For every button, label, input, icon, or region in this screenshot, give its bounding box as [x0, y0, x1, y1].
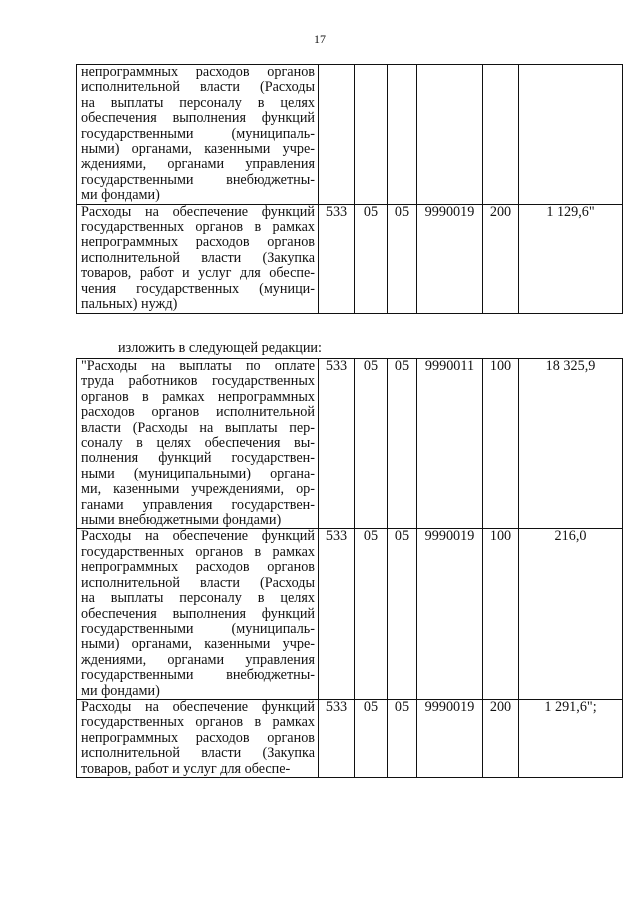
- expense-type-code-cell: [483, 65, 519, 205]
- description-line: исполнительной власти (Закупка: [81, 249, 315, 266]
- expense-type-code-cell: 100: [483, 359, 519, 529]
- description-line: ждениями, органами управления: [81, 651, 315, 668]
- subsection-code-cell: [388, 65, 417, 205]
- description-line: ми, казенными учреждениями, ор-: [81, 481, 315, 498]
- target-item-code-cell: 9990019: [417, 699, 483, 777]
- amount-cell: 1 129,6": [519, 204, 623, 313]
- section-code-cell: 05: [355, 529, 388, 699]
- description-line: государственными (муниципаль-: [81, 125, 315, 142]
- subsection-code-cell: 05: [388, 359, 417, 529]
- description-line: исполнительной власти (Расходы: [81, 79, 315, 96]
- description-line: расходов органов исполнительной: [81, 404, 315, 421]
- expense-description-cell: [77, 529, 319, 699]
- table-body: [77, 65, 623, 314]
- target-item-code-cell: [417, 65, 483, 205]
- description-line: обеспечения выполнения функций: [81, 605, 315, 622]
- table-row: [77, 204, 623, 313]
- description-line: непрограммных расходов органов: [81, 729, 315, 746]
- page-number: 17: [314, 32, 326, 46]
- description-line: государственных органов в рамках: [81, 543, 315, 560]
- table-row: [77, 65, 623, 205]
- description-line: соналу в целях обеспечения вы-: [81, 435, 315, 452]
- description-line: Расходы на обеспечение функций: [81, 528, 315, 545]
- ministry-code-cell: [319, 65, 355, 205]
- expense-type-code-cell: 100: [483, 529, 519, 699]
- expense-description-cell: [77, 699, 319, 777]
- description-line: пальных) нужд): [81, 296, 178, 313]
- description-line: Расходы на обеспечение функций: [81, 203, 315, 220]
- ministry-code-cell: 533: [319, 204, 355, 313]
- description-line: государственными (муниципаль-: [81, 620, 315, 637]
- ministry-code-cell: 533: [319, 699, 355, 777]
- description-line: ганами управления государствен-: [81, 496, 315, 513]
- target-item-code-cell: 9990019: [417, 529, 483, 699]
- table-body: [77, 359, 623, 778]
- amount-cell: 216,0: [519, 529, 623, 699]
- amendment-heading: изложить в следующей редакции:: [118, 340, 322, 356]
- description-line: непрограммных расходов органов: [81, 64, 315, 80]
- section-code-cell: 05: [355, 699, 388, 777]
- section-code-cell: 05: [355, 204, 388, 313]
- description-line: власти (Расходы на выплаты пер-: [81, 419, 315, 436]
- expense-type-code-cell: 200: [483, 699, 519, 777]
- budget-table-bottom: [76, 358, 623, 778]
- ministry-code-cell: 533: [319, 359, 355, 529]
- description-line: обеспечения выполнения функций: [81, 110, 315, 127]
- target-item-code-cell: 9990011: [417, 359, 483, 529]
- amount-cell: 1 291,6";: [519, 699, 623, 777]
- description-line: ными внебюджетными фондами): [81, 512, 282, 529]
- description-line: непрограммных расходов органов: [81, 234, 315, 251]
- description-line: государственными внебюджетны-: [81, 667, 315, 684]
- description-line: государственных органов в рамках: [81, 219, 315, 236]
- description-line: ми фондами): [81, 682, 160, 699]
- description-line: ными) органами, казенными учре-: [81, 141, 315, 158]
- expense-description-cell: [77, 65, 319, 205]
- description-line: исполнительной власти (Закупка: [81, 745, 315, 762]
- description-line: органов в рамках непрограммных: [81, 388, 315, 405]
- table-row: [77, 529, 623, 699]
- description-line: исполнительной власти (Расходы: [81, 574, 315, 591]
- ministry-code-cell: 533: [319, 529, 355, 699]
- expense-description-cell: [77, 359, 319, 529]
- section-code-cell: 05: [355, 359, 388, 529]
- description-line: чения государственных (муници-: [81, 280, 315, 297]
- description-line: ными) органами, казенными учре-: [81, 636, 315, 653]
- description-line: Расходы на обеспечение функций: [81, 698, 315, 715]
- description-line: ми фондами): [81, 187, 160, 204]
- subsection-code-cell: 05: [388, 204, 417, 313]
- description-line: труда работников государственных: [81, 373, 315, 390]
- amount-cell: 18 325,9: [519, 359, 623, 529]
- description-line: ными (муниципальными) органа-: [81, 465, 315, 482]
- table-row: [77, 359, 623, 529]
- amount-cell: [519, 65, 623, 205]
- description-line: "Расходы на выплаты по оплате: [81, 358, 315, 374]
- description-line: государственными внебюджетны-: [81, 171, 315, 188]
- description-line: полнения функций государствен-: [81, 450, 315, 467]
- description-line: на выплаты персоналу в целях: [81, 94, 315, 111]
- description-line: товаров, работ и услуг для обеспе-: [81, 760, 291, 777]
- subsection-code-cell: 05: [388, 699, 417, 777]
- description-line: государственных органов в рамках: [81, 714, 315, 731]
- section-code-cell: [355, 65, 388, 205]
- expense-description-cell: [77, 204, 319, 313]
- description-line: товаров, работ и услуг для обеспе-: [81, 265, 315, 282]
- target-item-code-cell: 9990019: [417, 204, 483, 313]
- budget-table-top: [76, 64, 623, 314]
- subsection-code-cell: 05: [388, 529, 417, 699]
- table-row: [77, 699, 623, 777]
- description-line: ждениями, органами управления: [81, 156, 315, 173]
- description-line: на выплаты персоналу в целях: [81, 590, 315, 607]
- description-line: непрограммных расходов органов: [81, 559, 315, 576]
- expense-type-code-cell: 200: [483, 204, 519, 313]
